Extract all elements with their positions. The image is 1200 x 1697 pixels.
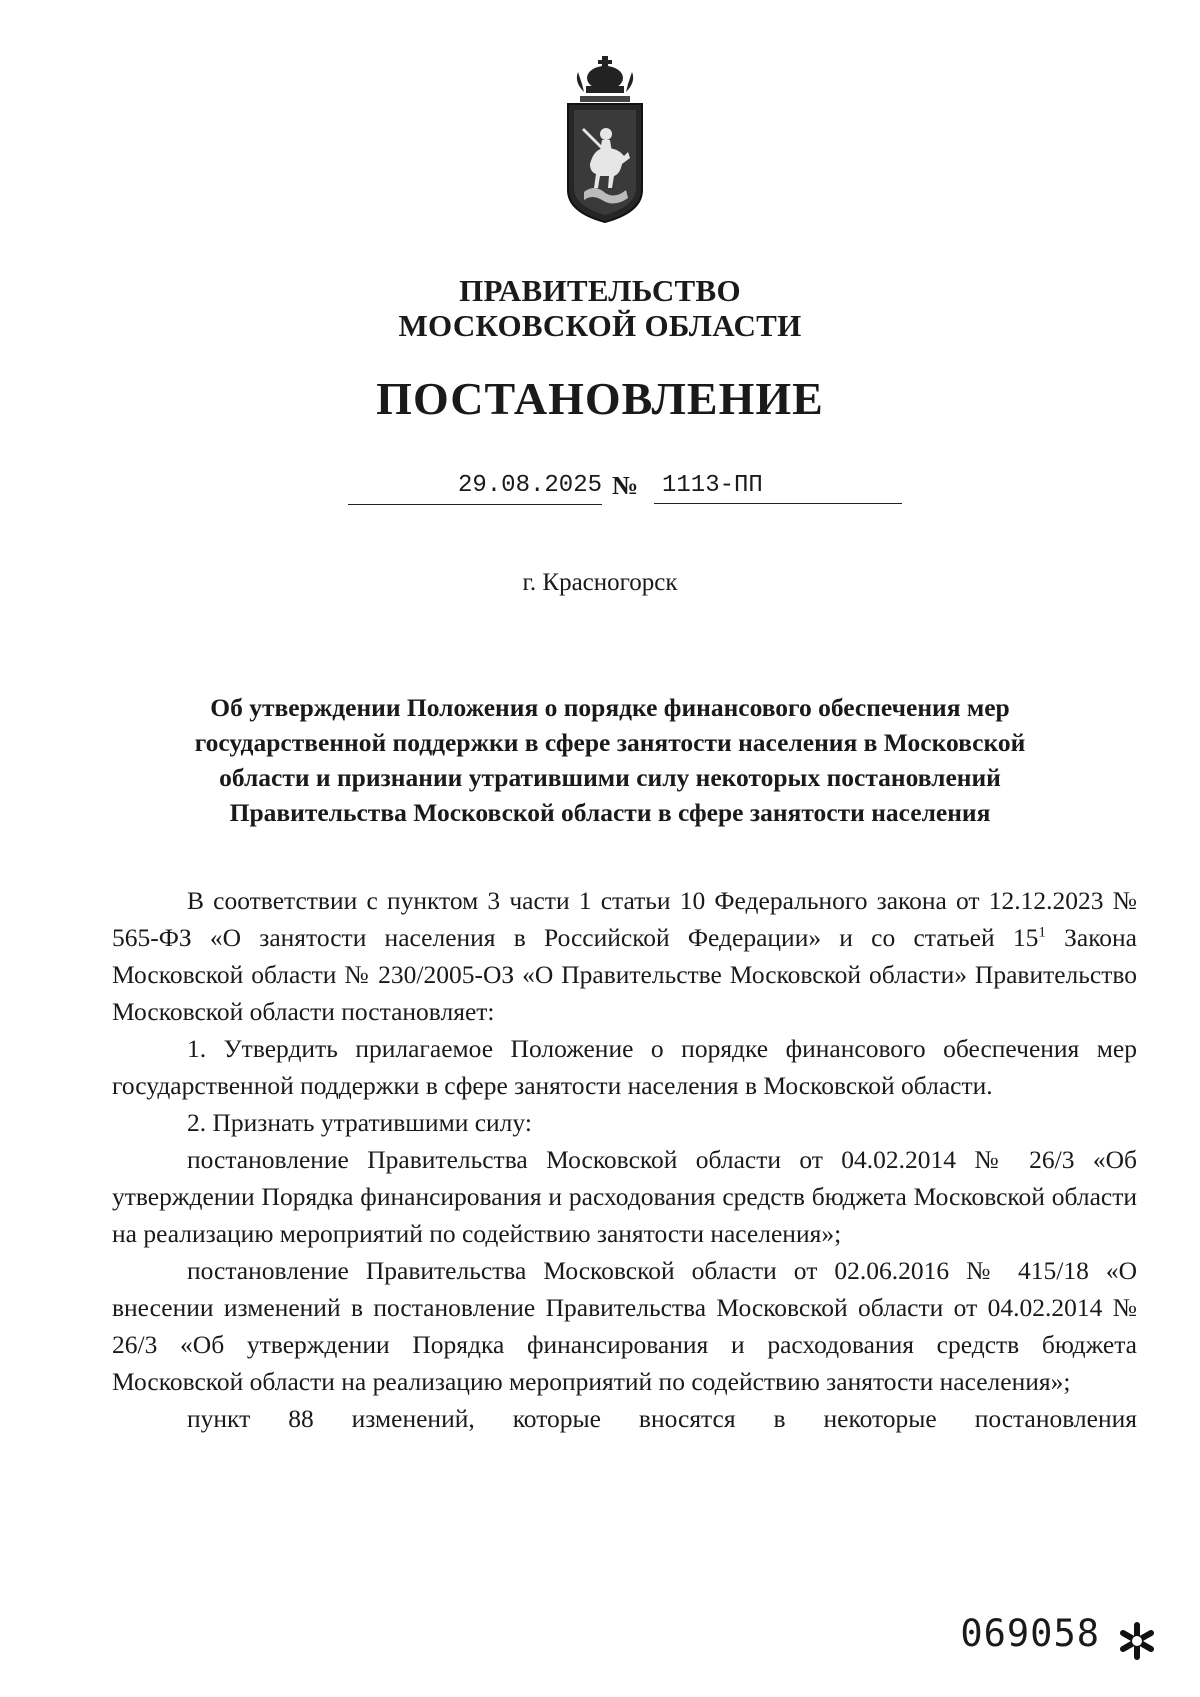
repeal-3-paragraph: пункт 88 изменений, которые вносятся в некоторые постановления bbox=[187, 1404, 1137, 1433]
serial-number: 069058 bbox=[960, 1612, 1100, 1655]
repeal-2-paragraph: постановление Правительства Московской области от 02.06.2016 № 415/18 «О внесении изменений в постановление Правительства Московской области от 04.02.2014 № 26/3 «Об утверждении Порядка финансирования и расходования средств бюджета Московской области на реализацию мероприятий по содействию занятости населения»; bbox=[112, 1256, 1137, 1396]
document-body bbox=[112, 882, 1137, 1437]
document-type: ПОСТАНОВЛЕНИЕ bbox=[376, 373, 824, 424]
organization-line-2: МОСКОВСКОЙ ОБЛАСТИ bbox=[398, 308, 802, 343]
document-title: Об утверждении Положения о порядке финансового обеспечения мер государственной поддержки в сфере занятости населения в Московской области и признании утратившими силу некоторых постановлений Правительства Московской области в сфере занятости населения bbox=[194, 693, 1026, 827]
item-1-paragraph: 1. Утвердить прилагаемое Положение о порядке финансового обеспечения мер государственной поддержки в сфере занятости населения в Московской области. bbox=[112, 1034, 1137, 1100]
asterisk-mark-icon bbox=[1117, 1621, 1157, 1661]
item-2-paragraph: 2. Признать утратившими силу: bbox=[187, 1108, 532, 1137]
document-number: 1113-ПП bbox=[654, 468, 902, 504]
organization-line-1: ПРАВИТЕЛЬСТВО bbox=[459, 273, 741, 308]
coat-of-arms-emblem bbox=[554, 52, 656, 228]
repeal-1-paragraph: постановление Правительства Московской области от 04.02.2014 № 26/3 «Об утверждении Порядка финансирования и расходования средств бюджета Московской области на реализацию мероприятий по содействию занятости населения»; bbox=[112, 1145, 1137, 1248]
preamble-paragraph bbox=[112, 882, 1137, 1030]
preamble-text-part1: В соответствии с пунктом 3 части 1 статьи 10 Федерального закона от 12.12.2023 № 565-ФЗ «О занятости населения в Российской Федерации» и со статьей 15 bbox=[112, 886, 1137, 952]
number-sign: № bbox=[612, 471, 639, 500]
city: г. Красногорск bbox=[522, 569, 678, 596]
preamble-text-part2: Закона Московской области № 230/2005-ОЗ «О Правительстве Московской области» Правительство Московской области постановляет: bbox=[112, 923, 1137, 1026]
preamble-superscript: 1 bbox=[1038, 924, 1046, 941]
document-date: 29.08.2025 bbox=[348, 468, 602, 505]
